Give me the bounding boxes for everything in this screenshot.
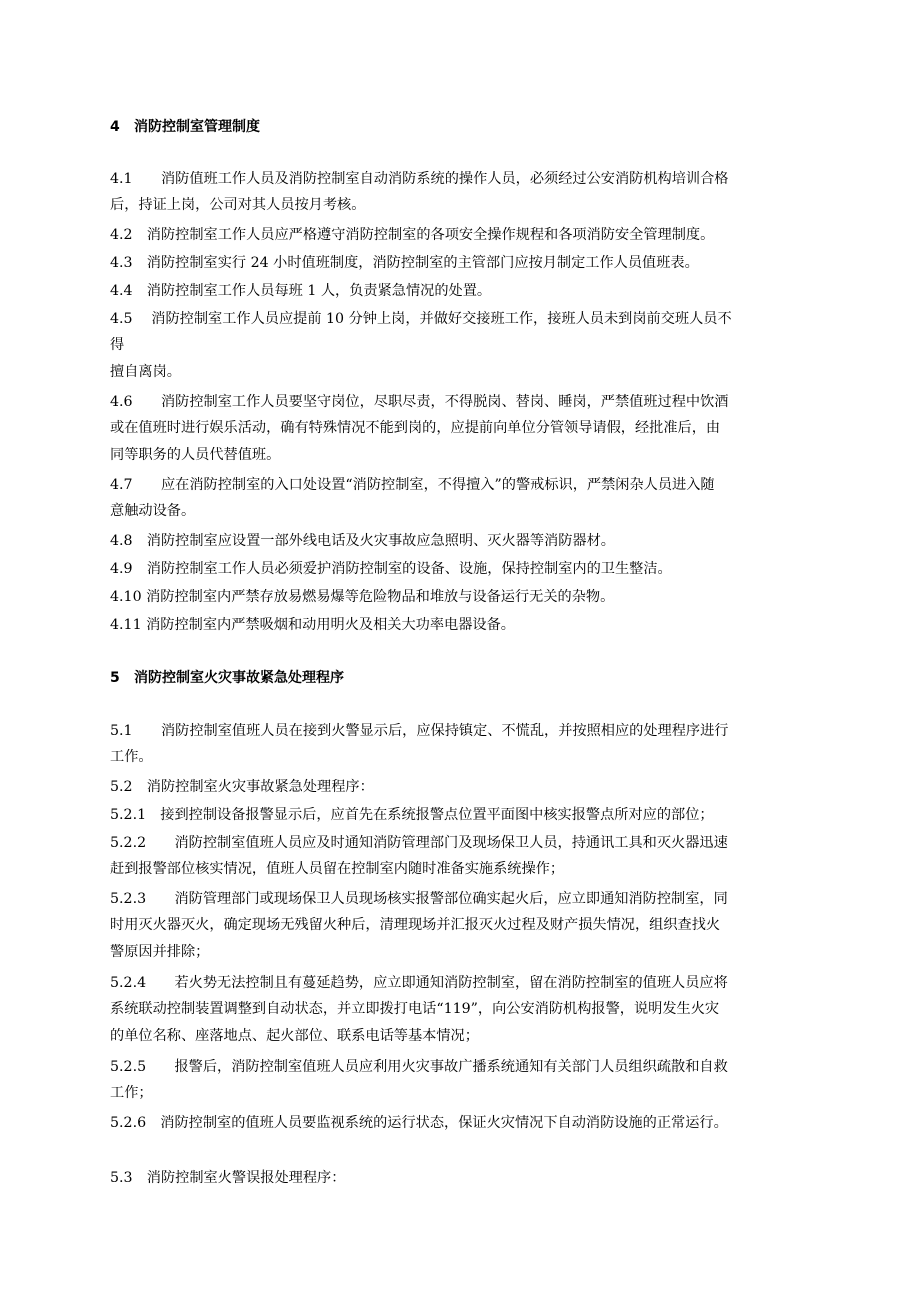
text-line: 4.11 消防控制室内严禁吸烟和动用明火及相关大功率电器设备。 [110, 617, 515, 633]
text-line: 4.4 消防控制室工作人员每班 1 人，负责紧急情况的处置。 [110, 283, 492, 299]
text-line: 得 [110, 337, 125, 354]
paragraph-4-7 [110, 472, 812, 525]
text-line: 工作。 [110, 749, 153, 766]
text-line: 5.2.6 消防控制室的值班人员要监视系统的运行状态，保证火灾情况下自动消防设施的正常运行。 [110, 1115, 728, 1131]
paragraph-5-3 [110, 1165, 812, 1191]
text-line: 擅自离岗。 [110, 363, 181, 380]
paragraph-4-9 [110, 556, 812, 582]
text-line: 警原因并排除； [110, 943, 210, 960]
paragraph-4-5 [110, 306, 812, 385]
text-line: 4.10 消防控制室内严禁存放易燃易爆等危险物品和堆放与设备运行无关的杂物。 [110, 589, 615, 605]
text-line: 5.2 消防控制室火灾事故紧急处理程序： [110, 779, 374, 795]
text-line: 4.7 应在消防控制室的入口处设置“消防控制室，不得擅入”的警戒标识，严禁闲杂人员进入随 [110, 477, 715, 493]
text-line: 时用灭火器灭火，确定现场无残留火种后，清理现场并汇报灭火过程及财产损失情况，组织查找火 [110, 917, 721, 934]
paragraph-5-2-6 [110, 1110, 812, 1136]
section-title: 消防控制室火灾事故紧急处理程序 [134, 670, 344, 686]
text-line: 4.9 消防控制室工作人员必须爱护消防控制室的设备、设施，保持控制室内的卫生整洁。 [110, 561, 672, 577]
text-line: 后，持证上岗，公司对其人员按月考核。 [110, 197, 366, 214]
text-line: 4.8 消防控制室应设置一部外线电话及火灾事故应急照明、灭火器等消防器材。 [110, 533, 615, 549]
text-line: 系统联动控制装置调整到自动状态，并立即拨打电话“119”，向公安消防机构报警，说明发生火灾 [110, 1001, 720, 1018]
text-line: 4.2 消防控制室工作人员应严格遵守消防控制室的各项安全操作规程和各项消防安全管理制度。 [110, 227, 715, 243]
text-line: 4.5 消防控制室工作人员应提前 10 分钟上岗，并做好交接班工作，接班人员未到岗前交班人员不 [110, 311, 732, 327]
text-line: 或在值班时进行娱乐活动，确有特殊情况不能到岗的，应提前向单位分管领导请假，经批准后，由 [110, 420, 721, 437]
paragraph-4-4 [110, 278, 812, 304]
text-line: 5.2.2 消防控制室值班人员应及时通知消防管理部门及现场保卫人员，持通讯工具和灭火器迅速 [110, 835, 728, 851]
paragraph-4-11 [110, 612, 812, 638]
paragraph-4-10 [110, 584, 812, 610]
text-line: 5.2.5 报警后，消防控制室值班人员应利用火灾事故广播系统通知有关部门人员组织疏散和自救 [110, 1059, 728, 1075]
text-line: 5.2.1 接到控制设备报警显示后，应首先在系统报警点位置平面图中核实报警点所对应的部位； [110, 807, 714, 823]
text-line: 意触动设备。 [110, 503, 196, 520]
paragraph-4-8 [110, 528, 812, 554]
text-line: 5.3 消防控制室火警误报处理程序： [110, 1170, 346, 1186]
section-number: 5 [110, 670, 120, 686]
paragraph-5-2-4 [110, 970, 812, 1049]
paragraph-4-1 [110, 166, 812, 219]
paragraph-5-2-2 [110, 830, 812, 883]
text-line: 同等职务的人员代替值班。 [110, 446, 281, 463]
paragraph-5-2-1 [110, 802, 812, 828]
paragraph-5-2-5 [110, 1054, 812, 1107]
section-title: 消防控制室管理制度 [134, 119, 260, 135]
section-number: 4 [110, 119, 120, 135]
paragraph-4-6 [110, 389, 812, 468]
text-line: 赶到报警部位核实情况，值班人员留在控制室内随时准备实施系统操作； [110, 861, 565, 878]
paragraph-5-1 [110, 718, 812, 771]
text-line: 4.1 消防值班工作人员及消防控制室自动消防系统的操作人员，必须经过公安消防机构培训合格 [110, 171, 729, 187]
text-line: 5.1 消防控制室值班人员在接到火警显示后，应保持镇定、不慌乱，并按照相应的处理程序进行 [110, 723, 729, 739]
text-line: 5.2.4 若火势无法控制且有蔓延趋势，应立即通知消防控制室，留在消防控制室的值班人员应将 [110, 975, 728, 991]
paragraph-5-2 [110, 774, 812, 800]
paragraph-5-2-3 [110, 886, 812, 965]
paragraph-4-3 [110, 250, 812, 276]
section-5-heading [110, 666, 344, 690]
paragraph-4-2 [110, 222, 812, 248]
text-line: 5.2.3 消防管理部门或现场保卫人员现场核实报警部位确实起火后，应立即通知消防控制室，同 [110, 891, 728, 907]
text-line: 4.6 消防控制室工作人员要坚守岗位，尽职尽责，不得脱岗、替岗、睡岗，严禁值班过程中饮酒 [110, 394, 729, 410]
text-line: 工作； [110, 1085, 153, 1102]
section-4-heading [110, 115, 260, 139]
text-line: 4.3 消防控制室实行 24 小时值班制度，消防控制室的主管部门应按月制定工作人员值班表。 [110, 255, 699, 271]
text-line: 的单位名称、座落地点、起火部位、联系电话等基本情况； [110, 1027, 479, 1044]
